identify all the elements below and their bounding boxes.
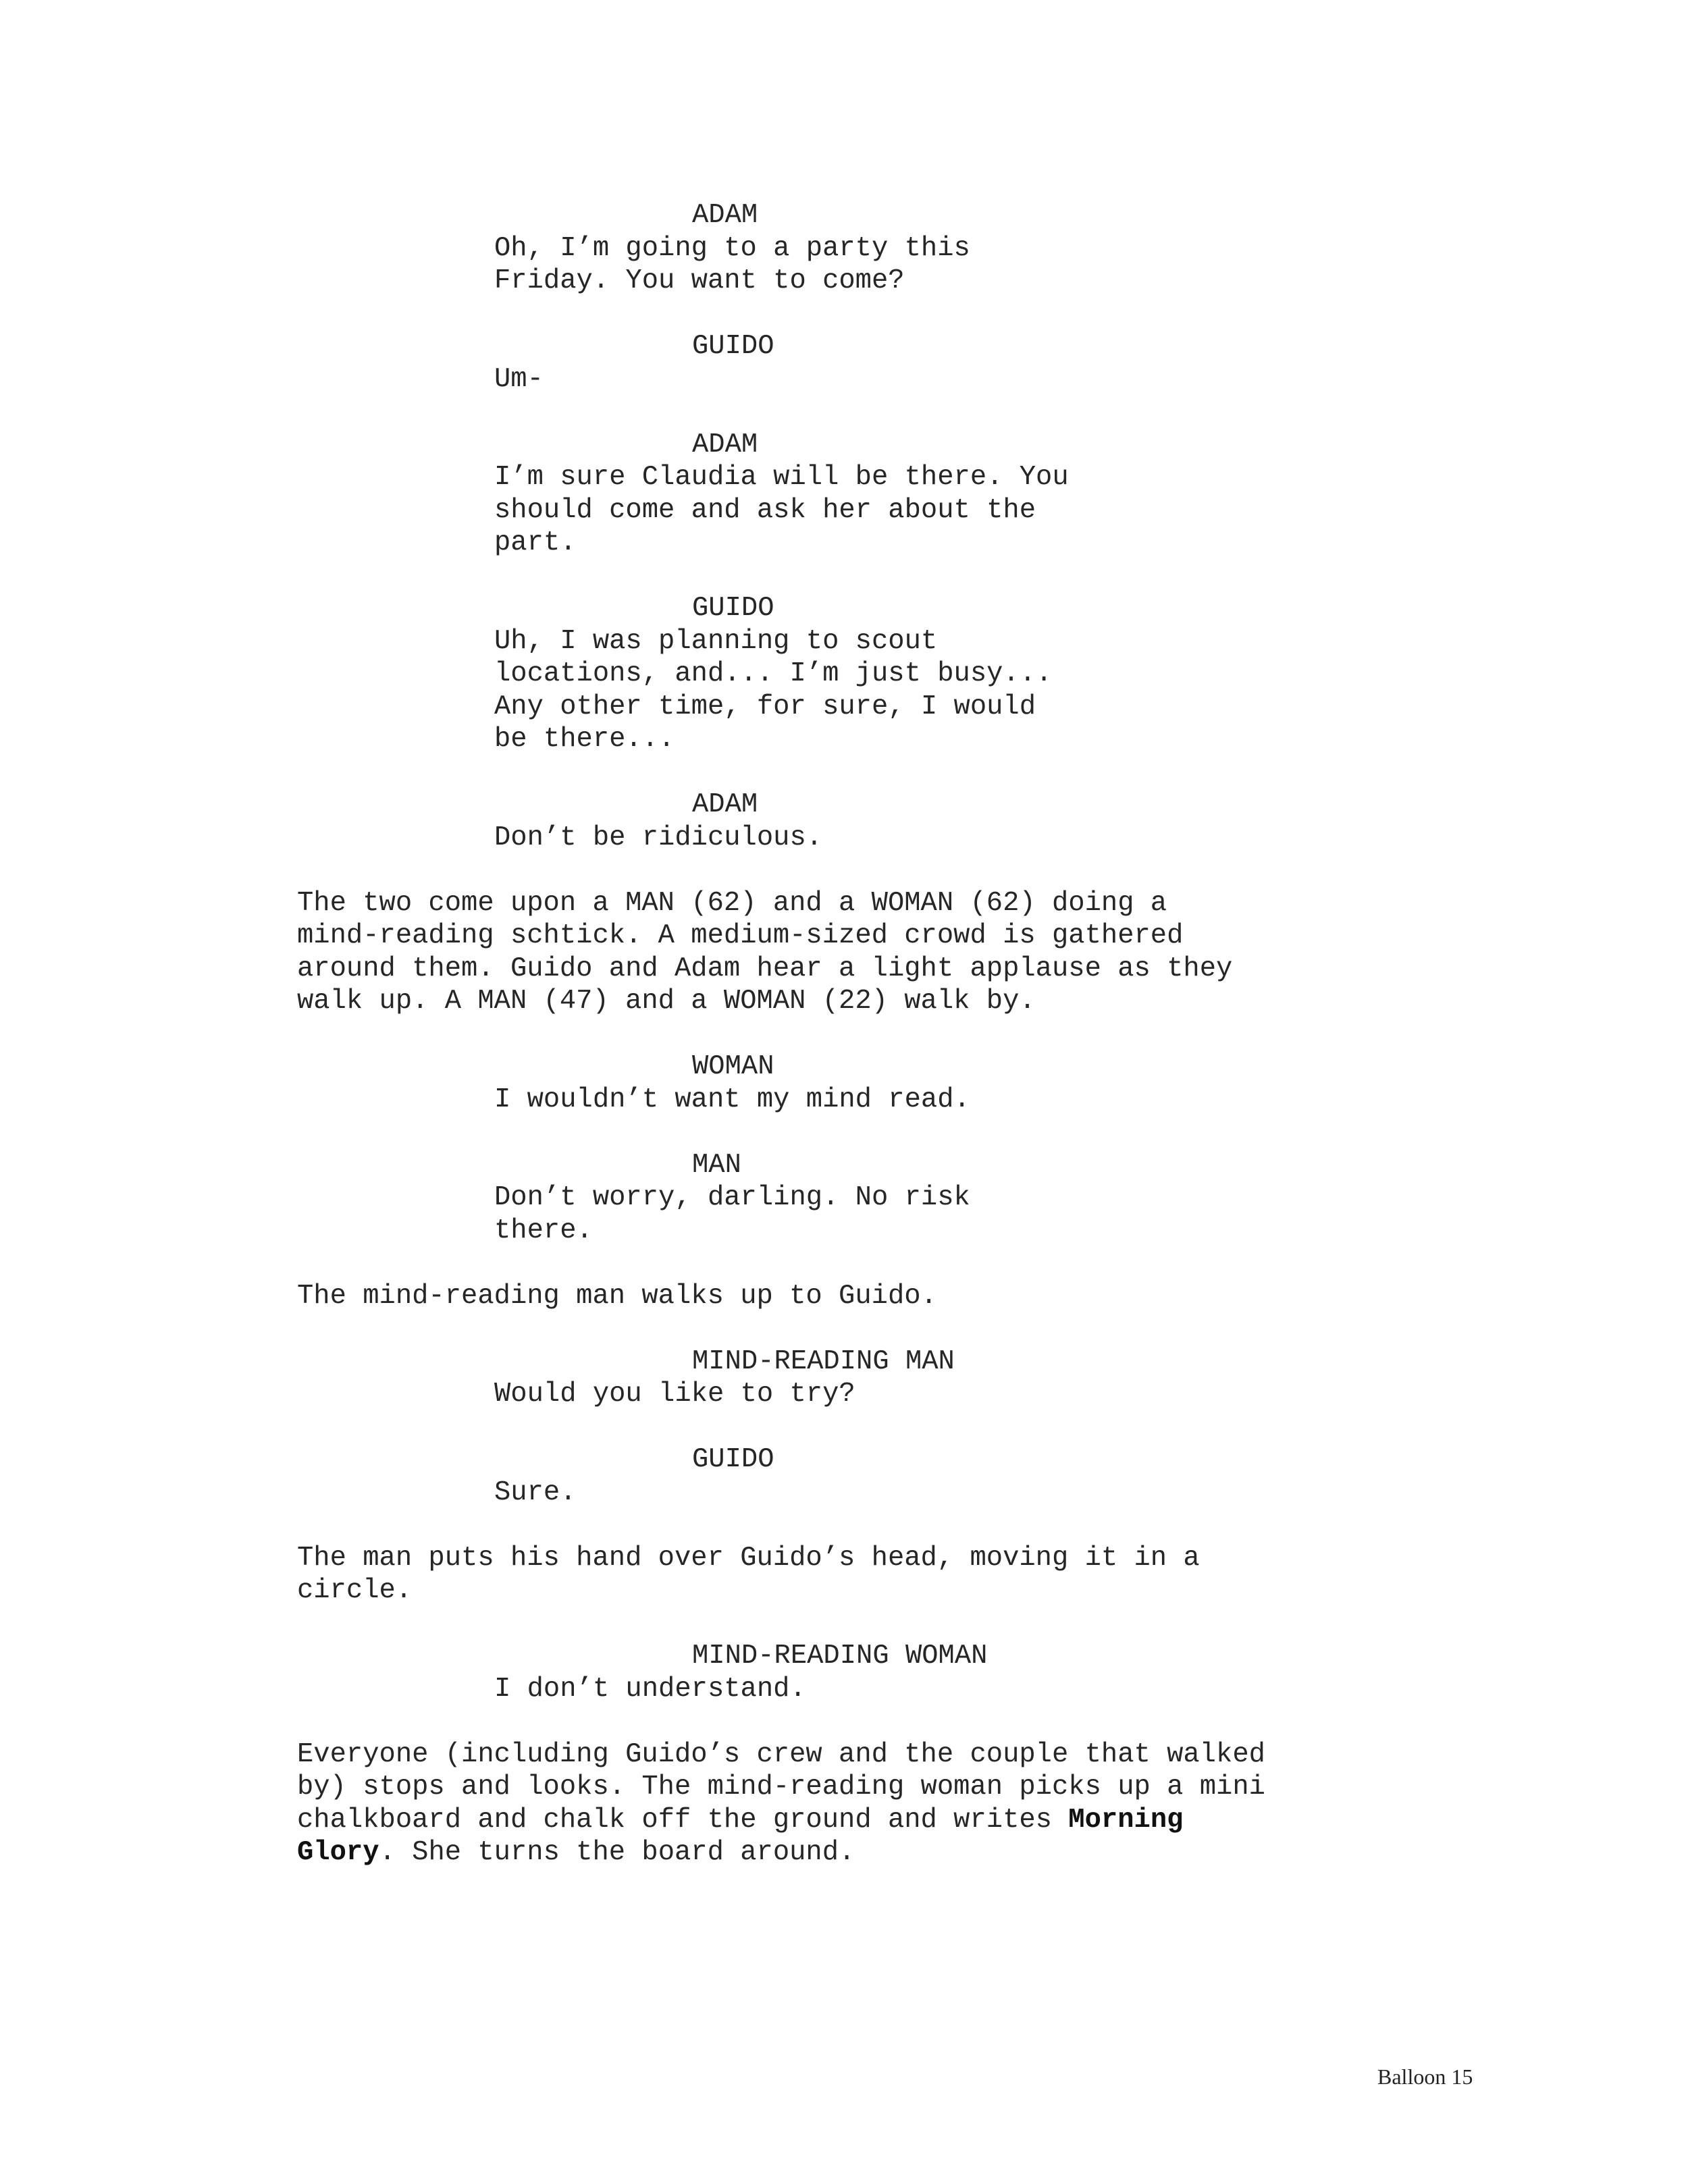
- dialogue-block: [297, 789, 1512, 854]
- action-text: Everyone (including Guido’s crew and the couple that walked by) stops and looks. The mind-reading woman picks up a mini chalkboard and chalk off the ground and writes: [297, 1738, 1265, 1836]
- dialogue-line: I’m sure Claudia will be there. You should come and ask her about the part.: [494, 462, 1069, 558]
- dialogue-line: Don’t be ridiculous.: [494, 822, 823, 853]
- character-cue: GUIDO: [692, 593, 774, 624]
- dialogue-block: [297, 1640, 1512, 1705]
- dialogue-line: Um-: [494, 363, 544, 395]
- screenplay-body: [297, 199, 1512, 1902]
- dialogue-line: Uh, I was planning to scout locations, and... I’m just busy... Any other time, for sure, I would be there...: [494, 625, 1053, 755]
- action-text: . She turns the board around.: [379, 1837, 855, 1868]
- dialogue-line: Would you like to try?: [494, 1379, 855, 1410]
- character-cue: WOMAN: [692, 1051, 774, 1082]
- dialogue-block: [297, 199, 1512, 298]
- dialogue-block: [297, 1149, 1512, 1248]
- dialogue-line: Sure.: [494, 1476, 577, 1508]
- dialogue-line: I wouldn’t want my mind read.: [494, 1084, 970, 1115]
- character-cue: ADAM: [692, 200, 758, 231]
- dialogue-block: [297, 429, 1512, 560]
- dialogue-block: [297, 1443, 1512, 1509]
- action-paragraph: The mind-reading man walks up to Guido.: [297, 1280, 937, 1312]
- dialogue-block: [297, 1050, 1512, 1116]
- emphasized-text: Morning Glory: [297, 1804, 1184, 1868]
- dialogue-block: [297, 592, 1512, 756]
- action-paragraph: The man puts his hand over Guido’s head, moving it in a circle.: [297, 1542, 1200, 1606]
- dialogue-line: I don’t understand.: [494, 1673, 806, 1705]
- page-number: Balloon 15: [1377, 2065, 1473, 2089]
- character-cue: MIND-READING MAN: [692, 1346, 955, 1377]
- dialogue-block: [297, 330, 1512, 396]
- character-cue: MAN: [692, 1149, 741, 1181]
- dialogue-line: Oh, I’m going to a party this Friday. You want to come?: [494, 232, 970, 296]
- character-cue: GUIDO: [692, 1444, 774, 1475]
- dialogue-block: [297, 1346, 1512, 1411]
- character-cue: MIND-READING WOMAN: [692, 1641, 988, 1672]
- character-cue: ADAM: [692, 429, 758, 460]
- character-cue: ADAM: [692, 789, 758, 820]
- action-paragraph: The two come upon a MAN (62) and a WOMAN (62) doing a mind-reading schtick. A medium-sized crowd is gathered around them. Guido and Adam hear a light applause as they walk up. A MAN (47) and a WOMAN (22) walk by.: [297, 887, 1233, 1017]
- action-paragraph: [297, 1738, 1499, 1869]
- character-cue: GUIDO: [692, 331, 774, 362]
- dialogue-line: Don’t worry, darling. No risk there.: [494, 1182, 970, 1246]
